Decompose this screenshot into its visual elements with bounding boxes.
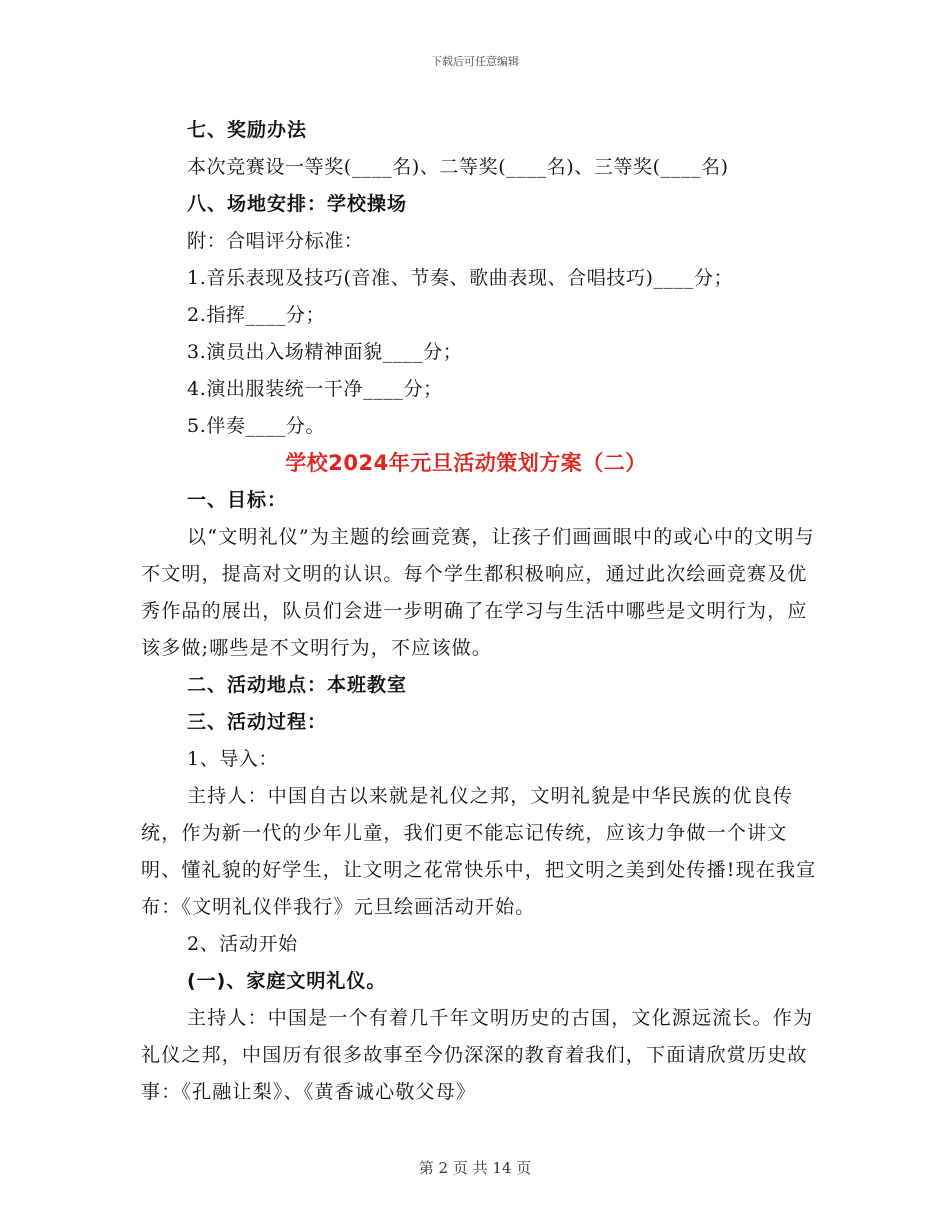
criteria-item: 2.指挥____分； [187,304,326,326]
heading-rewards: 七、奖励办法 [187,119,308,141]
heading-place: 二、活动地点：本班教室 [187,674,408,696]
criteria-item: 4.演出服装统一干净____分； [187,378,443,400]
page-footer: 第 2 页 共 14 页 [418,1159,532,1177]
heading-goal: 一、目标： [187,489,288,511]
appendix-label: 附：合唱评分标准： [187,230,364,252]
criteria-item: 5.伴奏____分。 [187,415,326,437]
step-intro: 1、导入： [187,748,279,770]
heading-venue: 八、场地安排：学校操场 [187,193,408,215]
criteria-item: 3.演员出入场精神面貌____分； [187,341,463,363]
subheading-family: (一)、家庭文明礼仪。 [187,970,387,992]
criteria-item: 1.音乐表现及技巧(音准、节奏、歌曲表现、合唱技巧)____分； [187,267,734,289]
host-story-paragraph: 主持人：中国是一个有着几千年文明历史的古国，文化源远流长。作为礼仪之邦，中国历有很多故事至今仍深深的教育着我们，下面请欣赏历史故事：《孔融让梨》、《黄香诚心敬父母》 [141,1007,814,1103]
step-start: 2、活动开始 [187,933,298,955]
goal-paragraph: 以“文明礼仪”为主题的绘画竞赛，让孩子们画画眼中的或心中的文明与不文明，提高对文明的认识。每个学生都积极响应，通过此次绘画竞赛及优秀作品的展出，队员们会进一步明确了在学习与生活中哪些是文明行为，应该多做;哪些是不文明行为，不应该做。 [141,526,815,659]
host-intro-paragraph: 主持人：中国自古以来就是礼仪之邦，文明礼貌是中华民族的优良传统，作为新一代的少年儿童，我们更不能忘记传统，应该力争做一个讲文明、懂礼貌的好学生，让文明之花常快乐中，把文明之美到处传播!现在我宣布：《文明礼仪伴我行》元旦绘画活动开始。 [141,785,817,918]
heading-process: 三、活动过程： [187,711,328,733]
header-note: 下载后可任意编辑 [431,55,519,68]
document-body [141,112,821,1111]
awards-line: 本次竞赛设一等奖(____名)、二等奖(____名)、三等奖(____名) [187,156,729,178]
document-title: 学校2024年元旦活动策划方案（二） [285,451,647,475]
